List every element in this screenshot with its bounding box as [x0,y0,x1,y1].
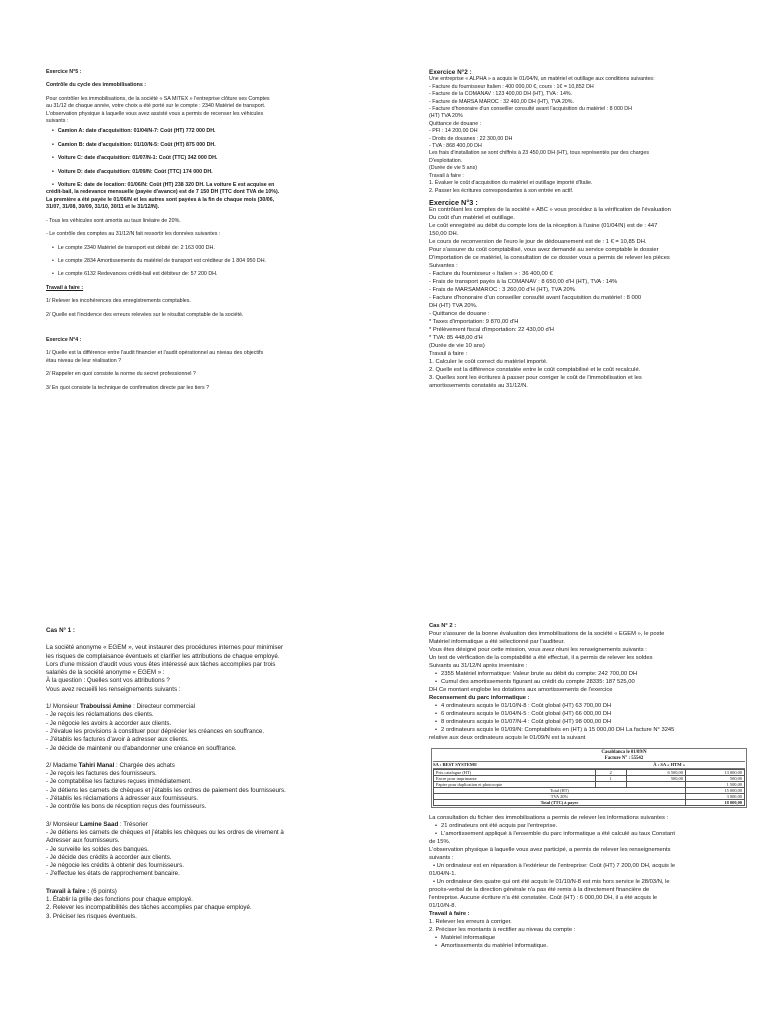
amortization-note: - Tous les véhicules sont amortis au taux linéaire de 20%. [46,217,181,224]
exercise-2-line: - Facture de la COMANAV : 123 400,00 DH (HT), TVA : 14%. [429,91,573,98]
exercise-5-intro-line: suivants : [46,118,69,125]
balance-item: • 2355 Matériel informatique: Valeur brute au débit du compte: 242 700,00 DH [429,670,749,678]
exercise-3-line: Le cours de reconversion de l'euro le jour de dédouanement est de : 1 € = 10,85 DH. [429,239,647,246]
exercise-3-title: Exercice N°3 : [429,197,478,207]
exercise-4-line: étau niveau de leur réalisation ? [46,357,122,364]
invoice-cell: 500,00 [626,776,685,782]
employee-1-heading [46,703,376,711]
exercise-2-line: D'exploitation. [429,157,463,164]
vehicle-e-line: La première a été payée le 01/06/N et les autres sont payées à la fin de chaque mois (30/06, [46,196,275,203]
exercise-4-line: 1/ Quelle est la différence entre l'audit financier et l'audit opérationnel au niveau des objectifs [46,350,264,357]
exercise-5-title: Exercice N°5 : [46,69,82,75]
invoice-table [433,769,745,806]
exercise-2-line: Quittance de douane : [429,120,482,127]
invoice-total-row [434,800,745,806]
vehicle-item: • Camion B: date d'acquisition: 01/10/N-5: Coût (HT) 875 000 DH. [46,142,366,149]
case-1-intro-line: les risques de complaisance éventuels et clarifier les attributions de chaque employé. [46,652,280,660]
exercise-3-line: - Quittance de douane : [429,311,490,318]
employee-3-heading [46,821,376,829]
exercise-2-line: - TVA : 868 400,00 DH [429,143,482,150]
file-info-item: • L'amortissement appliqué à l'ensemble du parc informatique a été calculé au taux Constant [429,830,749,838]
depreciation-note: DH Ce montant englobe les dotations aux amortissements de l'exercice [429,687,613,693]
employee-2-task: - Je contrôle les bons de réception reçus des fournisseurs. [46,803,207,811]
case-2-work-item: 2. Préciser les montants à rectifier au niveau du compte : [429,927,576,934]
employee-2-task: - Je détiens les carnets de chèques et j'établis les ordres de paiement des fournisseurs. [46,786,286,794]
employee-2-name: Tahiri Manal [78,761,115,769]
invoice-total-label: TVA 20% [434,794,686,800]
case-1-section [46,627,376,1007]
exercise-5-intro-line: au 31/12 de chaque année, votre choix a été porté sur le compte : 2340 Matériel de transport. [46,103,266,110]
exercise-3-line: En contrôlant les comptes de la société « ABC » vous procédez à la vérification de l'évaluation [429,207,671,214]
employee-3-name: Lamine Saad [80,820,119,828]
exercise-2-line: 2. Passer les écritures correspondantes à son entrée en actif. [429,187,574,194]
case-1-work-item: 1. Établir la grille des fonctions pour chaque employé. [46,896,193,904]
case-1-intro-line: Lors d'une mission d'audit vous vous êtes intéressé aux tâches accomplies par trois [46,660,276,668]
invoice-cell: 1 500,00 [685,782,744,788]
invoice-cell: Prix catalogue (HT) [434,770,596,776]
work-title: Travail à faire : [46,284,84,291]
invoice-cell: 1 [595,776,626,782]
exercise-3-line: 3. Quelles sont les écritures à passer pour corriger le coût de l'immobilisation et les [429,375,642,382]
employee-3-task: Adresser aux fournisseurs. [46,837,120,845]
inventory-item: • 6 ordinateurs acquis le 01/04/N-5 : Coût global (HT) 66 000,00 DH [429,710,749,718]
invoice-cell: Encre pour imprimante [434,776,596,782]
employee-3-task: - Je décide des crédits à accorder aux clients. [46,853,172,861]
invoice-total-label: Total (HT) [434,788,686,794]
invoice-total-value: 15 000,00 [685,788,744,794]
observation-line: • Un ordinateur des quatre qui ont été acquis le 01/10/N-8 est mis hors service le 28/03/N, le [433,879,670,886]
employee-2-task: - Je comptabilise les factures reçues immédiatement. [46,778,192,786]
case-2-section [429,622,749,1018]
case-2-work-subitem: • Amortissements du matériel informatique. [429,942,749,950]
invoice-buyer: À : SA « HTM » [653,762,685,768]
exercise-4-line: 2/ Rappeler en quoi consiste la norme du secret professionnel ? [46,371,196,378]
case-1-work-title: Travail à faire : [46,887,90,895]
case-1-intro-line: À la question : Quelles sont vos attributions ? [46,677,170,685]
employee-3-task: - Je négocie les crédits à obtenir des fournisseurs. [46,862,184,870]
exercise-2-line: - Droits de douanes : 22 300,00 DH [429,135,513,142]
exercise-3-line: - Facture du fournisseur « Italien » : 36 400,00 € [429,271,553,278]
case-2-intro-line: Matériel informatique a été sélectionné par l'auditeur. [429,639,565,645]
file-info-line: L'observation physique à laquelle vous avez participé, a permis de relever les renseignements [429,847,671,854]
exercise-4-title: Exercice N°4 : [46,336,82,343]
exercise-2-line: Les frais d'installation se sont chiffrés à 23 450,00 DH (HT), tous représentés par des charges [429,150,649,157]
observation-line: 01/04/N-1. [429,871,457,878]
inventory-item: • 8 ordinateurs acquis le 01/07/N-4 : Coût global (HT) 98 000,00 DH [429,718,749,726]
invoice-total-value: 18 000,00 [685,800,744,806]
exercise-3-line: 150,00 DH. [429,231,459,238]
exercise-3-line: (Durée de vie 10 ans) [429,343,485,350]
employee-2-heading [46,762,376,770]
invoice [431,748,747,808]
account-item: • Le compte 2340 Matériel de transport est débité de: 2 163 000 DH. [46,245,366,252]
exercise-2-line: - Facture du fournisseur Italien : 400 000,00 €, cours : 1€ = 10,852 DH [429,83,594,90]
employee-1-task: - J'évalue les provisions à constituer pour déprécier les créances en souffrance. [46,727,265,735]
employee-2-task: - Je reçois les factures des fournisseurs. [46,770,157,778]
exercise-2-line: Une entreprise « ALPHA » a acquis le 01/04/N, un matériel et outillage aux conditions suivantes: [429,76,655,83]
invoice-cell: 2 [595,770,626,776]
inventory-title: Recensement du parc informatique : [429,695,530,701]
exercise-3-line: * Taxes d'importation: 9 870,00 d'H [429,319,519,326]
exercise-3-line: Le coût enregistré au débit du compte lors de la réception à l'usine (01/04/N) est de : 447 [429,223,658,230]
exercise-5-intro-line: Pour contrôler les immobilisations, de la société « SA MITEX » l'entreprise clôture ses Comptes [46,95,270,102]
vehicle-item: • Voiture C: date d'acquisition: 01/07/N-1: Coût (TTC) 342 000 DH. [46,155,366,162]
invoice-cell: 13 000,00 [685,770,744,776]
exercise-2-line: (Durée de vie 5 ans) [429,165,477,172]
case-2-intro-line: Vous êtes désigné pour cette mission, vous avez réuni les renseignements suivants : [429,647,647,653]
file-info-item: • 21 ordinateurs ont été acquis par l'entreprise. [429,822,749,830]
case-1-title: Cas N° 1 : [46,627,75,634]
exercise-2-section [429,69,749,449]
exercise-2-line: 1. Évaluer le coût d'acquisition du matériel et outillage importé d'Italie. [429,180,593,187]
file-consultation: La consultation du fichier des immobilisations a permis de relever les informations suivantes : [429,815,669,822]
exercise-3-body [429,206,749,390]
employee-3-role: : Trésorier [118,820,148,828]
employee-2-task: - J'établis les réclamations à adresser aux fournisseurs. [46,795,199,803]
case-1-intro-line: salariés de la société anonyme « EGEM » : [46,669,165,677]
exercise-5-intro-line: L'observation physique à laquelle vous avez assisté vous a permis de recenser les véhicules [46,110,264,117]
work-item: 1/ Relever les incohérences des enregistrements comptables. [46,298,191,305]
exercise-3-line: 2. Quelle est la différence constatée entre le coût comptabilisé et le coût recalculé. [429,367,641,374]
case-2-intro-line: Pour s'assurer de la bonne évaluation des immobilisations de la société « EGEM », le poste [429,631,665,637]
case-1-work-item: 3. Préciser les risques éventuels. [46,912,137,920]
case-2-intro-line: Un test de vérification de la comptabilité a été effectué, il a permis de relever les soldes [429,655,653,661]
invoice-number: Facture N° : 55542 [604,755,644,761]
exercise-3-line: * Prélèvement fiscal d'importation: 22 430,00 d'H [429,327,554,334]
case-2-intro-line: Suivants au 31/12/N après inventaire : [429,663,528,669]
observation-line: l'entreprise. Aucune écriture n'a été constatée. Coût (HT) : 6 000,00 DH, il a été acquis le [429,895,658,902]
exercise-3-line: DH (HT) TVA 20%. [429,303,478,310]
exercise-3-line: D'importation de ce matériel, la consultation de ce dossier vous a permis de relever les pièces [429,255,670,262]
exercise-3-line: 1. Calculer le coût correct du matériel importé. [429,359,548,366]
account-item: • Le compte 2834 Amortissements du matériel de transport est créditeur de 1 804 950 DH. [46,258,366,265]
balance-item: • Cumul des amortissements figurant au crédit du compte 28335: 187 525,00 [429,678,749,686]
vehicle-e-line: crédit-bail, la redevance mensuelle (payée d'avance) est de 7 150 DH (TTC dont TVA de 10%). [46,189,280,196]
exercise-2-line: - Facture d'honoraire d'un conseiller consulté avant l'acquisition du matériel : 8 000 DH [429,106,632,113]
invoice-cell: Papier pour duplication et photocopie [434,782,596,788]
employee-1-name: Traboulssi Amine [80,703,132,711]
inventory-item: • 4 ordinateurs acquis le 01/10/N-8 : Coût global (HT) 63 700,00 DH [429,702,749,710]
exercise-2-line: - Facture de MARSA MAROC : 32 460,00 DH (HT), TVA 20%. [429,98,574,105]
vehicle-item: • Voiture D: date d'acquisition: 01/09/N: Coût (TTC) 174 000 DH. [46,169,366,176]
file-info-line: de 15%. [429,839,451,846]
observation-line: • Un ordinateur est en réparation à l'extérieur de l'entreprise: Coût (HT) 7 200,00 DH, acquis le [433,863,676,870]
employee-1-task: - Je reçois les réclamations des clients. [46,711,154,719]
case-2-work-subitem: • Matériel informatique [429,934,749,942]
invoice-total-value: 3 000,00 [685,794,744,800]
exercise-4-line: 3/ En quoi consiste la technique de confirmation directe par les tiers ? [46,384,210,391]
invoice-date: Casablanca le 01/09/N [601,750,647,755]
exercise-3-line: Suivantes : [429,263,458,270]
exercise-2-line: - PFI : 14 200,00 DH [429,128,478,135]
account-item: • Le compte 6132 Redevances crédit-bail est débiteur de: 57 200 DH. [46,271,366,278]
employee-3-task: - Je surveille les soldes des banques. [46,845,149,853]
employee-3-task: - J'effectue les états de rapprochement bancaire. [46,870,180,878]
vehicle-e-line: • Voiture E: date de location: 01/06/N: Coût (HT) 238 320 DH. La voiture E est acquise en [46,182,366,189]
invoice-seller: SA : BEST SYSTEME [433,762,478,768]
exercise-2-line: Travail à faire : [429,172,464,179]
exercise-3-line: - Facture d'honoraire d'un conseiller consulté avant l'acquisition du matériel : 8 000 [429,295,642,302]
case-1-intro-line: La société anonyme « EGEM », veut instaurer des procédures internes pour minimiser [46,644,283,652]
exercise-3-line: - Frais de transport payés à la COMANAV : 8 650,00 d'H (HT), TVA : 14% [429,279,618,286]
control-note: - Le contrôle des comptes au 31/12/N fait ressortir les données suivantes : [46,231,221,238]
case-2-title: Cas N° 2 : [429,623,457,629]
file-info-line: suivants : [429,855,454,862]
exercise-5-subtitle: Contrôle du cycle des immobilisations : [46,82,147,89]
exercise-5-section [46,69,366,449]
employee-1-prefix: 1/ Monsieur [46,703,81,711]
invoice-cell: 6 500,00 [626,770,685,776]
case-1-intro-line: Vous avez recueilli les renseignements suivants : [46,685,181,693]
vehicle-e-line: 31/07, 31/08, 30/09, 31/10, 30/11 et le 31/12/N). [46,204,160,211]
inventory-tail: relative aux deux ordinateurs acquis le 01/09/N est la suivant [429,735,586,741]
invoice-cell: 500,00 [685,776,744,782]
employee-3-task: - Je détiens les carnets de chèques et j'établis les chèques ou les ordres de virement à [46,828,284,836]
exercise-3-line: * TVA: 85 448,00 d'H [429,335,483,342]
case-2-work-item: 1. Relever les erreurs à corriger. [429,919,512,926]
case-1-work-points: (6 points) [89,887,117,895]
employee-2-role: : Chargée des achats [114,761,175,769]
case-1-work-heading [46,888,376,896]
employee-2-prefix: 2/ Madame [46,761,79,769]
employee-1-task: - Je décide de maintenir ou d'abandonner une créance en souffrance. [46,744,237,752]
case-2-work-title: Travail à faire : [429,911,470,918]
exercise-3-line: Pour s'assurer du coût comptabilisé, vous avez demandé au service comptable le dossier [429,247,659,254]
exercise-3-line: - Frais de MARSAMAROC : 3 260,00 d'H (HT), TVA 20% [429,287,575,294]
exercise-3-line: Travail à faire : [429,351,468,358]
employee-1-task: - Je négocie les avoirs à accorder aux clients. [46,719,172,727]
work-item: 2/ Quelle est l'incidence des erreurs relevées sur le résultat comptable de la société. [46,311,244,318]
observation-line: 01/10/N-8. [429,903,457,910]
employee-1-role: : Directeur commercial [131,703,196,711]
observation-line: procès-verbal de la direction générale n'a pas été remis à la directement financière de [429,887,650,894]
employee-3-prefix: 3/ Monsieur [46,820,81,828]
inventory-item: • 2 ordinateurs acquis le 01/09/N: Comptabilisés en (HT) à 15 000,00 DH La facture N° 3245 [429,726,749,734]
exercise-3-line: Du coût d'un matériel et outillage. [429,215,515,222]
invoice-total-label: Total (TTC) à payer [434,800,686,806]
invoice-parties [433,761,745,769]
vehicle-item: • Camion A: date d'acquisition: 01/04/N-7: Coût (HT) 772 000 DH. [46,128,366,135]
exercise-2-line: (HT) TVA 20% [429,113,463,120]
exercise-3-line: amortissements constatés au 31/12/N. [429,383,528,390]
case-1-work-item: 2. Relever les incompatibilités des tâches accomplies par chaque employé. [46,904,252,912]
exercise-2-title: Exercice N°2 : [429,69,472,76]
employee-1-task: - J'établis les factures d'avoir à adresser aux clients. [46,736,189,744]
